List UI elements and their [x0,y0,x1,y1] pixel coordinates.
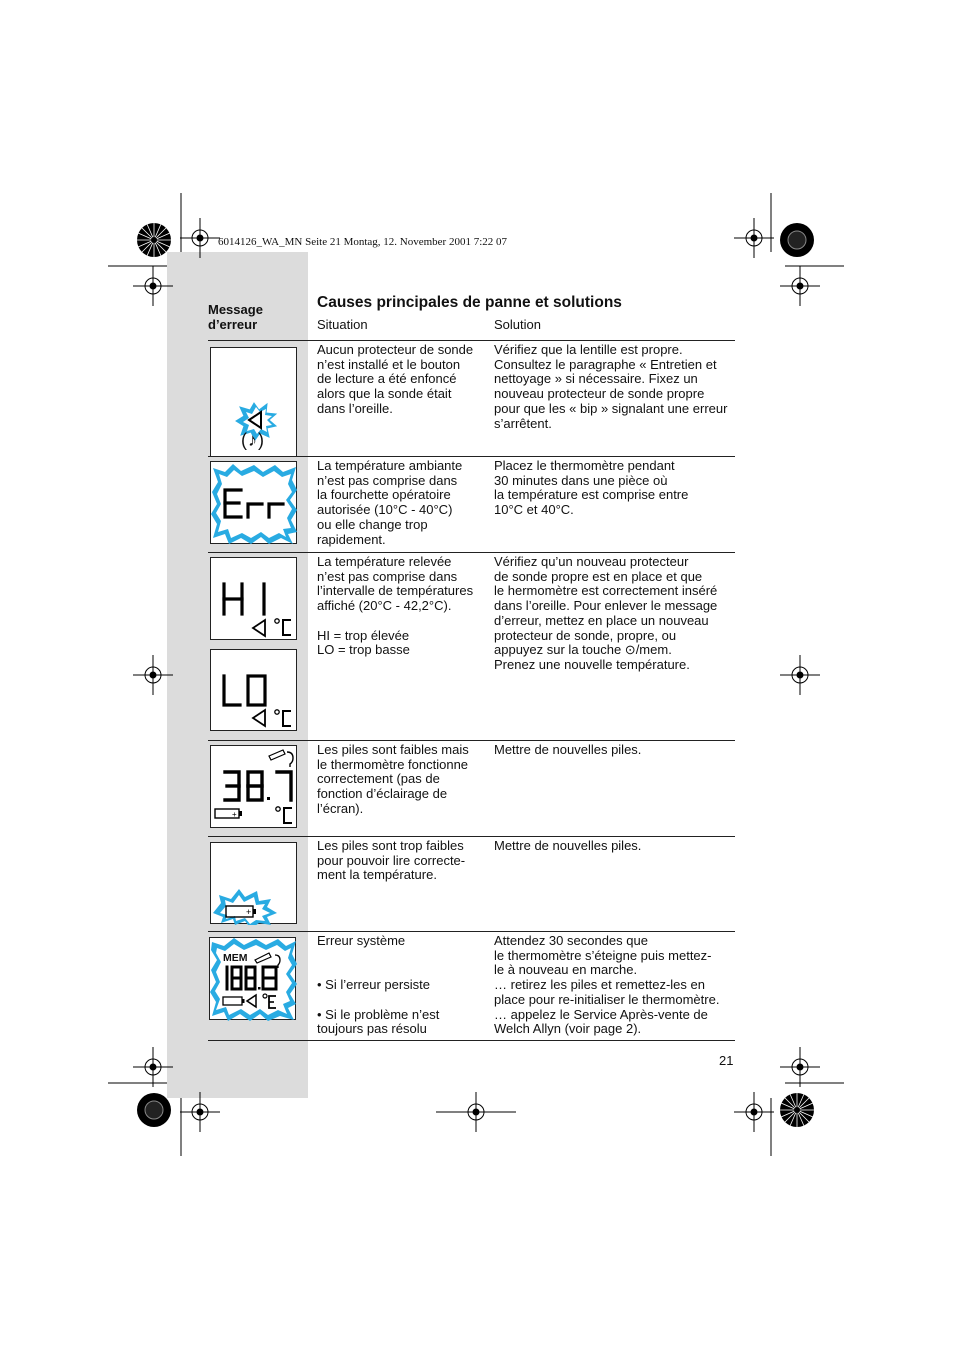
registration-mark-icon [180,218,220,258]
registration-mark-icon [133,1047,173,1087]
registration-mark-icon [780,266,820,306]
row-1-solution: Vérifiez que la lentille est propre. Consultez le paragraphe « Entretien et nettoyage » si nécessaire. Fixez un nouveau protecteur de sonde propre pour que les « bip » signalant une erreur s’arrêtent. [494,342,728,431]
table-rule [208,1040,735,1041]
registration-mark-icon [734,218,774,258]
registration-mark-icon [734,1092,774,1132]
registration-mark-icon [436,1092,516,1132]
err-display-icon [210,461,297,544]
registration-mark-icon [133,655,173,695]
page-title: Causes principales de panne et solutions [317,294,622,311]
row-3-situation: La température relevée n’est pas comprise dans l’intervalle de températures affiché (20°C - 42,2°C). HI = trop élevée LO = trop basse [317,554,474,658]
registration-mark-icon [780,655,820,695]
calibration-wheel-icon [779,1092,815,1128]
table-rule [208,740,735,741]
low-battery-display-icon [210,745,297,828]
beep-glyph: (♪) [241,430,265,450]
solution-header: Solution [494,317,541,332]
dead-battery-display-icon [210,842,297,924]
printer-slug: 6014126_WA_MN Seite 21 Montag, 12. November 2001 7:22 07 [218,236,508,248]
situation-header: Situation [317,317,368,332]
registration-mark-icon [133,266,173,306]
row-2-situation: La température ambiante n’est pas comprise dans la fourchette opératoire autorisée (10°C - 40°C) ou elle change trop rapidement. [317,458,463,547]
svg-text:+: + [246,907,252,917]
row-1-situation: Aucun protecteur de sonde n’est installé et le bouton de lecture a été enfoncé alors que la sonde était dans l’oreille. [317,342,474,416]
row-4-situation: Les piles sont faibles mais le thermomètre fonctionne correctement (pas de fonction d’éclairage de l’écran). [317,742,469,816]
table-rule [208,340,735,341]
no-probe-cover-icon [210,347,297,457]
calibration-wheel-icon [779,222,815,258]
row-2-solution: Placez le thermomètre pendant 30 minutes dans une pièce où la température est comprise entre 10°C et 40°C. [494,458,689,518]
mem-label: MEM [223,952,248,964]
calibration-wheel-icon [136,222,172,258]
lo-display-icon [210,649,297,731]
calibration-wheel-icon [136,1092,172,1128]
row-6-situation: Erreur système • Si l’erreur persiste • Si le problème n’est toujours pas résolu [317,933,440,1037]
table-rule [208,552,735,553]
hi-display-icon [210,557,297,640]
table-rule [208,836,735,837]
svg-text:+: + [232,810,237,819]
page-number: 21 [719,1053,734,1068]
system-error-display-icon [209,937,296,1020]
registration-mark-icon [780,1047,820,1087]
left-column-header: Message d’erreur [208,302,263,332]
row-5-situation: Les piles sont trop faibles pour pouvoir lire correcte- ment la température. [317,838,466,883]
table-rule [208,931,735,932]
row-4-solution: Mettre de nouvelles piles. [494,742,642,757]
registration-mark-icon [180,1092,220,1132]
row-5-solution: Mettre de nouvelles piles. [494,838,642,853]
row-6-solution: Attendez 30 secondes que le thermomètre s’éteigne puis mettez- le à nouveau en marche. … retirez les piles et remettez-les en place pour re-initialiser le thermomètre. … appelez le Service Après-vente de Welch Allyn (voir page 2). [494,933,720,1037]
row-3-solution: Vérifiez qu’un nouveau protecteur de sonde propre est en place et que le hermomètre est correctement inséré dans l’oreille. Pour enlever le message d’erreur, mettez en place un nouveau protecteur de sonde, propre, ou appuyez sur la touche ⊙/mem. Prenez une nouvelle température. [494,554,718,672]
